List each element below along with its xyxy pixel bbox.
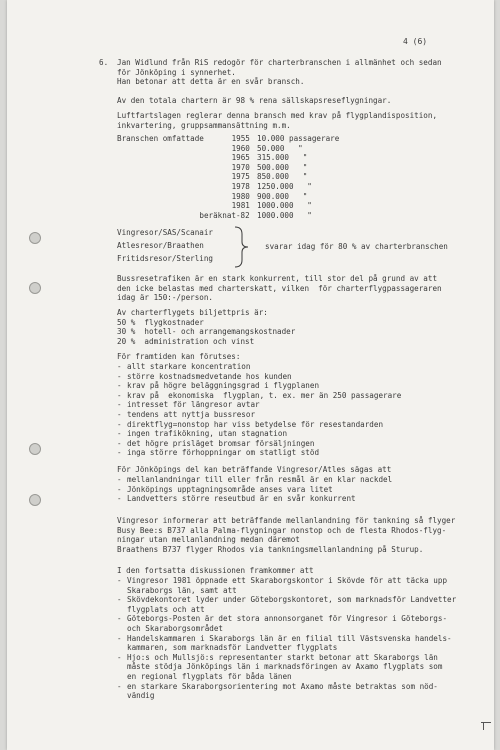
bullet-dash: - (117, 633, 122, 643)
table-cell: 315.000 " (257, 153, 308, 163)
list-item: tendens att nyttja bussresor (127, 410, 256, 419)
list-item: Hjo:s och Mullsjö:s representanter starkt betonar att Skaraborgs län (127, 652, 438, 662)
bullet-dash: - (117, 494, 122, 504)
table-cell: 850.000 " (257, 172, 308, 182)
list-item: en regional flygplats för båda länen (127, 672, 292, 681)
list-item: intresset för längresor avtar (127, 400, 260, 410)
text-line: Av charterflygets biljettpris är: (117, 308, 268, 317)
bullet-dash: - (117, 484, 122, 494)
bullet-dash: - (117, 362, 122, 371)
text-line: för Jönköping i synnerhet. (117, 67, 236, 77)
list-item: Handelskammaren i Skaraborgs län är en filial till Västsvenska handels- (127, 633, 452, 643)
text-line: 50 % flygkostnader (117, 317, 204, 327)
text-line: För framtiden kan förutses: (117, 352, 241, 361)
text-line: Bussresetrafiken är en stark konkurrent, till stor del på grund av att (117, 274, 438, 283)
table-cell: 50.000 " (257, 143, 303, 153)
bullet-dash: - (117, 475, 122, 484)
table-cell: 10.000 passagerare (257, 134, 340, 143)
text-line: Luftfartslagen reglerar denna bransch med krav på flygplandisposition, (117, 111, 438, 120)
list-item: direktflyg=nonstop har viss betydelse för resestandarden (127, 419, 384, 429)
page-number: 4 (6) (403, 37, 428, 46)
table-cell: 1250.000 " (257, 182, 312, 191)
text-line: 30 % hotell- och arrangemangskostnader (117, 327, 296, 337)
text-line: Vingresor informerar att beträffande mellanlandning för tankning så flyger (117, 516, 456, 525)
list-item: Göteborgs-Posten är det stora annonsorganet för Vingresor i Göteborgs- (127, 614, 448, 624)
corner-mark (483, 722, 484, 730)
bullet-dash: - (117, 576, 122, 585)
text-line: Busy Bee:s B737 alla Palma-flygningar nonstop och de flesta Rhodos-flyg- (117, 525, 447, 535)
list-item: Vingresor 1981 öppnade ett Skaraborgskontor i Skövde för att täcka upp (127, 576, 448, 585)
table-cell: 1000.000 " (257, 201, 312, 211)
bullet-dash: - (117, 400, 122, 410)
text-line: svarar idag för 80 % av charterbranschen (265, 242, 448, 251)
text-line: För Jönköpings del kan beträffande Vingresor/Atles sägas att (117, 465, 392, 474)
text-line: I den fortsatta diskussionen framkommer att (117, 566, 314, 575)
list-item: vändig (127, 691, 155, 701)
text-line: 20 % administration och vinst (117, 336, 255, 346)
list-item: större kostnadsmedvetande hos kunden (127, 371, 292, 381)
list-item: Skövdekontoret lyder under Göteborgskontoret, som marknadsför Landvetter (127, 595, 457, 605)
table-cell: 1970 (231, 162, 250, 172)
bullet-dash: - (117, 438, 122, 448)
text-line: Jan Widlund från RiS redogör för charterbranschen i allmänhet och sedan (117, 58, 442, 67)
text-line: Fritidsresor/Sterling (117, 254, 214, 263)
table-cell: 500.000 " (257, 162, 308, 172)
list-item: och Skaraborgsområdet (127, 624, 224, 633)
text-line: Han betonar att detta är en svår bransch. (117, 77, 305, 87)
item-number: 6. (99, 58, 109, 67)
document-page (7, 0, 494, 750)
table-cell: 1980 (231, 191, 250, 201)
table-cell: 1955 (231, 134, 250, 143)
text-line: Branschen omfattade (117, 134, 204, 143)
list-item: Landvetters större reseutbud är en svår konkurrent (127, 494, 356, 504)
bullet-dash: - (117, 681, 122, 691)
table-cell: beräknat-82 (199, 210, 250, 220)
list-item: inga större förhoppningar om statligt stöd (127, 448, 320, 458)
bullet-dash: - (117, 381, 122, 391)
table-cell: 900.000 " (257, 191, 308, 201)
list-item: det högre prisläget bromsar försäljningen (127, 438, 315, 448)
text-line: idag är 150:-/person. (117, 293, 214, 303)
list-item: krav på högre beläggningsgrad i flygplanen (127, 381, 320, 391)
list-item: krav på ekonomiska flygplan, t. ex. mer än 250 passagerare (127, 390, 402, 400)
bullet-dash: - (117, 410, 122, 419)
table-cell: 1960 (231, 143, 250, 153)
text-line: den icke belastas med charterskatt, vilken för charterflygpassageraren (117, 283, 442, 293)
list-item: allt starkare koncentration (127, 362, 251, 371)
text-line: ningar utan mellanlandning medan däremot (117, 535, 300, 545)
table-cell: 1975 (231, 172, 250, 182)
text-line: inkvartering, gruppsammansättning m.m. (117, 120, 291, 130)
list-item: mellanlandningar till eller från resmål är en klar nackdel (127, 475, 393, 484)
list-item: Skaraborgs län, samt att (127, 585, 237, 595)
text-line: Braathens B737 flyger Rhodos via tankningsmellanlandning på Sturup. (117, 544, 424, 554)
table-cell: 1978 (231, 182, 250, 191)
bullet-dash: - (117, 595, 122, 605)
bullet-dash: - (117, 614, 122, 624)
list-item: kammaren, som marknadsför Landvetter flygplats (127, 643, 338, 653)
bullet-dash: - (117, 652, 122, 662)
text-line: Av den totala chartern är 98 % rena sällskapsreseflygningar. (117, 96, 392, 105)
bullet-dash: - (117, 419, 122, 429)
list-item: Jönköpings upptagningsområde anses vara litet (127, 484, 333, 494)
list-item: måste stödja Jönköpings län i marknadsföringen av Axamo flygplats som (127, 662, 443, 672)
list-item: flygplats och att (127, 604, 205, 614)
table-cell: 1000.000 " (257, 210, 312, 220)
bullet-dash: - (117, 429, 122, 439)
list-item: en starkare Skaraborgsorientering mot Axamo måste betraktas som nöd- (127, 681, 438, 691)
table-cell: 1981 (231, 201, 250, 211)
text-line: Atlesresor/Braathen (117, 241, 204, 250)
bullet-dash: - (117, 448, 122, 458)
table-cell: 1965 (231, 153, 250, 163)
document-text (7, 0, 494, 750)
bullet-dash: - (117, 390, 122, 400)
brace-icon (233, 226, 251, 268)
bullet-dash: - (117, 371, 122, 381)
list-item: ingen trafikökning, utan stagnation (127, 429, 288, 439)
text-line: Vingresor/SAS/Scanair (117, 228, 214, 237)
